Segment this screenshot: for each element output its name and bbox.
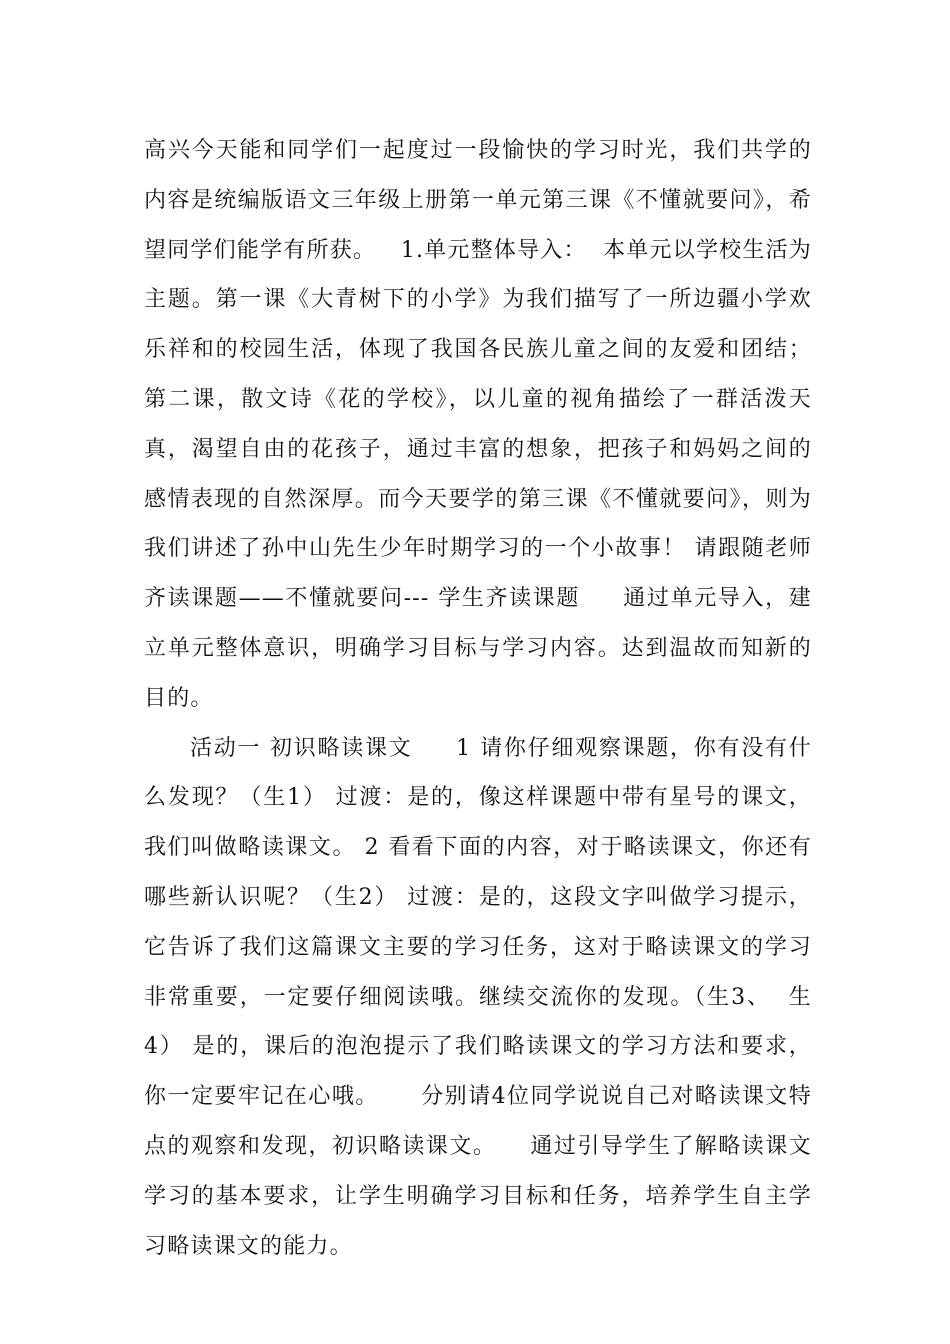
paragraph-activity-one: 活动一 初识略读课文 1 请你仔细观察课题，你有没有什么发现？（生1） 过渡：是的，像这样课题中带有星号的课文，我们叫做略读课文。 2 看看下面的内容，对于略读课文，你还有哪些新认识呢？（生2） 过渡：是的，这段文字叫做学习提示，它告诉了我们这篇课文主要的学习任务，这对于略读课文的学习非常重要，一定要仔细阅读哦。继续交流你的发现。（生3、 生4） 是的，课后的泡泡提示了我们略读课文的学习方法和要求，你一定要牢记在心哦。 分别请4位同学说说自己对略读课文特点的观察和发现，初识略读课文。 通过引导学生了解略读课文学习的基本要求，让学生明确学习目标和任务，培养学生自主学习略读课文的能力。	[144, 735, 812, 1259]
paragraph-unit-introduction: 高兴今天能和同学们一起度过一段愉快的学习时光，我们共学的内容是统编版语文三年级上册第一单元第三课《不懂就要问》，希望同学们能学有所获。 1.单元整体导入： 本单元以学校生活为主题。第一课《大青树下的小学》为我们描写了一所边疆小学欢乐祥和的校园生活，体现了我国各民族儿童之间的友爱和团结；第二课，散文诗《花的学校》，以儿童的视角描绘了一群活泼天真，渴望自由的花孩子，通过丰富的想象，把孩子和妈妈之间的感情表现的自然深厚。而今天要学的第三课《不懂就要问》，则为我们讲述了孙中山先生少年时期学习的一个小故事！ 请跟随老师齐读课题——不懂就要问--- 学生齐读课题 通过单元导入，建立单元整体意识，明确学习目标与学习内容。达到温故而知新的目的。	[144, 138, 812, 711]
document-body	[144, 126, 812, 1271]
